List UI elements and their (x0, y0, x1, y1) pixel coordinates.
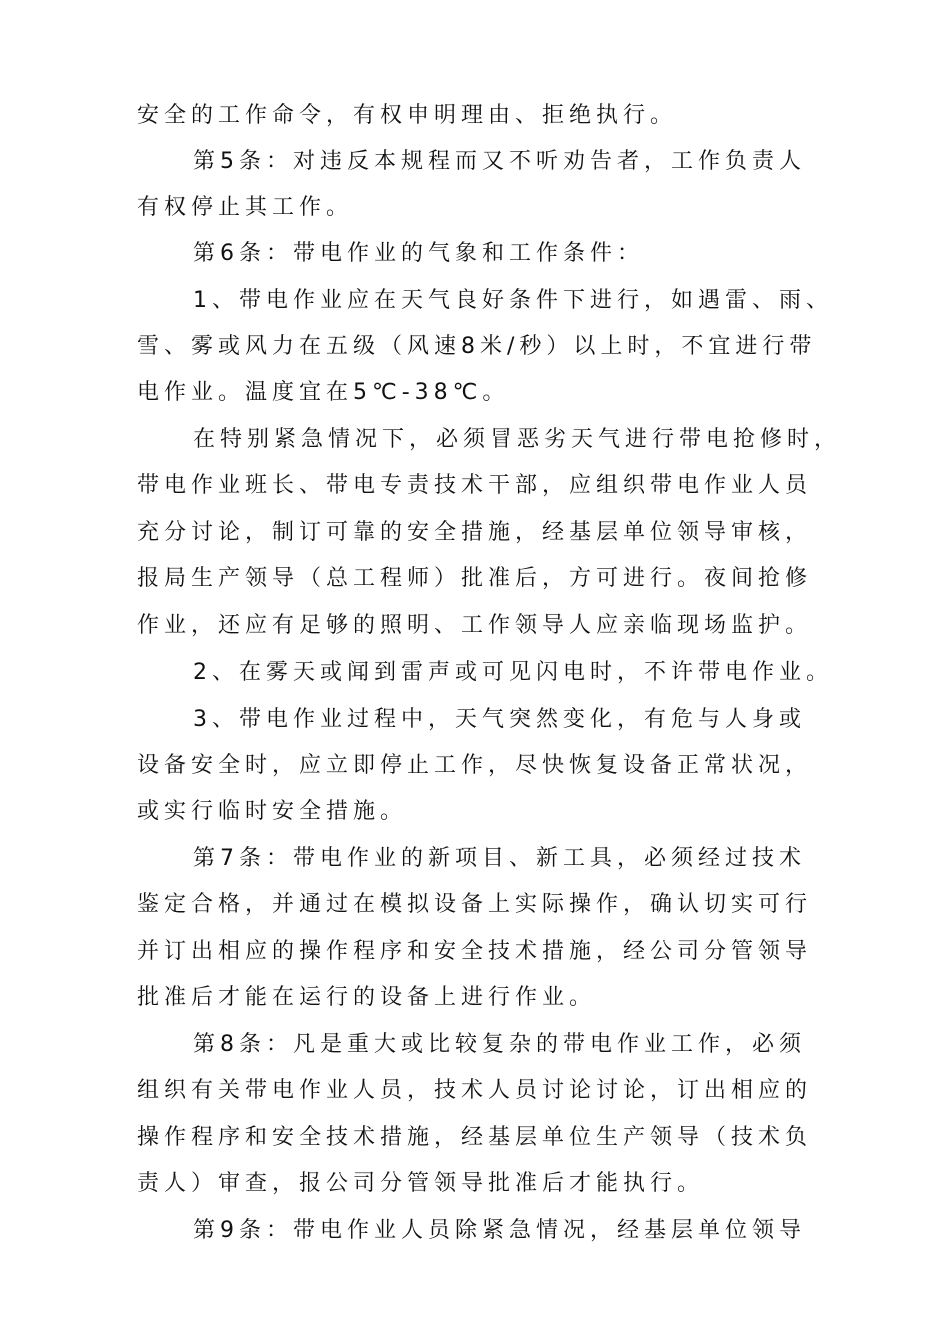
paragraph-line: 在特别紧急情况下，必须冒恶劣天气进行带电抢修时， (193, 427, 842, 452)
text-line: 带电作业班长、带电专责技术干部，应组织带电作业人员 (137, 473, 813, 498)
list-item-2-line: 2、在雾天或闻到雷声或可见闪电时，不许带电作业。 (193, 660, 833, 685)
article-9-line: 第9条：带电作业人员除紧急情况，经基层单位领导 (193, 1218, 806, 1243)
article-8-line: 第8条：凡是重大或比较复杂的带电作业工作，必须 (193, 1032, 806, 1057)
text-line: 组织有关带电作业人员，技术人员讨论讨论，订出相应的 (137, 1078, 813, 1103)
text-line: 有权停止其工作。 (137, 195, 354, 220)
text-line: 作业，还应有足够的照明、工作领导人应亲临现场监护。 (137, 613, 813, 638)
article-5-line: 第5条：对违反本规程而又不听劝告者，工作负责人 (193, 149, 806, 174)
text-line: 电作业。温度宜在5℃-38℃。 (137, 380, 510, 405)
article-7-line: 第7条：带电作业的新项目、新工具，必须经过技术 (193, 846, 806, 871)
text-line: 或实行临时安全措施。 (137, 799, 408, 824)
text-line: 充分讨论，制订可靠的安全措施，经基层单位领导审核， (137, 520, 813, 545)
text-line: 安全的工作命令，有权申明理由、拒绝执行。 (137, 103, 678, 128)
list-item-1-line: 1、带电作业应在天气良好条件下进行，如遇雷、雨、 (193, 288, 833, 313)
text-line: 雪、雾或风力在五级（风速8米/秒）以上时，不宜进行带 (137, 334, 817, 359)
text-line: 操作程序和安全技术措施，经基层单位生产领导（技术负 (137, 1125, 813, 1150)
text-line: 报局生产领导（总工程师）批准后，方可进行。夜间抢修 (137, 566, 813, 591)
text-line: 鉴定合格，并通过在模拟设备上实际操作，确认切实可行 (137, 892, 813, 917)
text-line: 并订出相应的操作程序和安全技术措施，经公司分管领导 (137, 939, 813, 964)
text-line: 责人）审查，报公司分管领导批准后才能执行。 (137, 1171, 705, 1196)
list-item-3-line: 3、带电作业过程中，天气突然变化，有危与人身或 (193, 707, 806, 732)
article-6-heading: 第6条：带电作业的气象和工作条件： (193, 241, 644, 266)
text-line: 批准后才能在运行的设备上进行作业。 (137, 985, 597, 1010)
text-line: 设备安全时，应立即停止工作，尽快恢复设备正常状况， (137, 753, 813, 778)
